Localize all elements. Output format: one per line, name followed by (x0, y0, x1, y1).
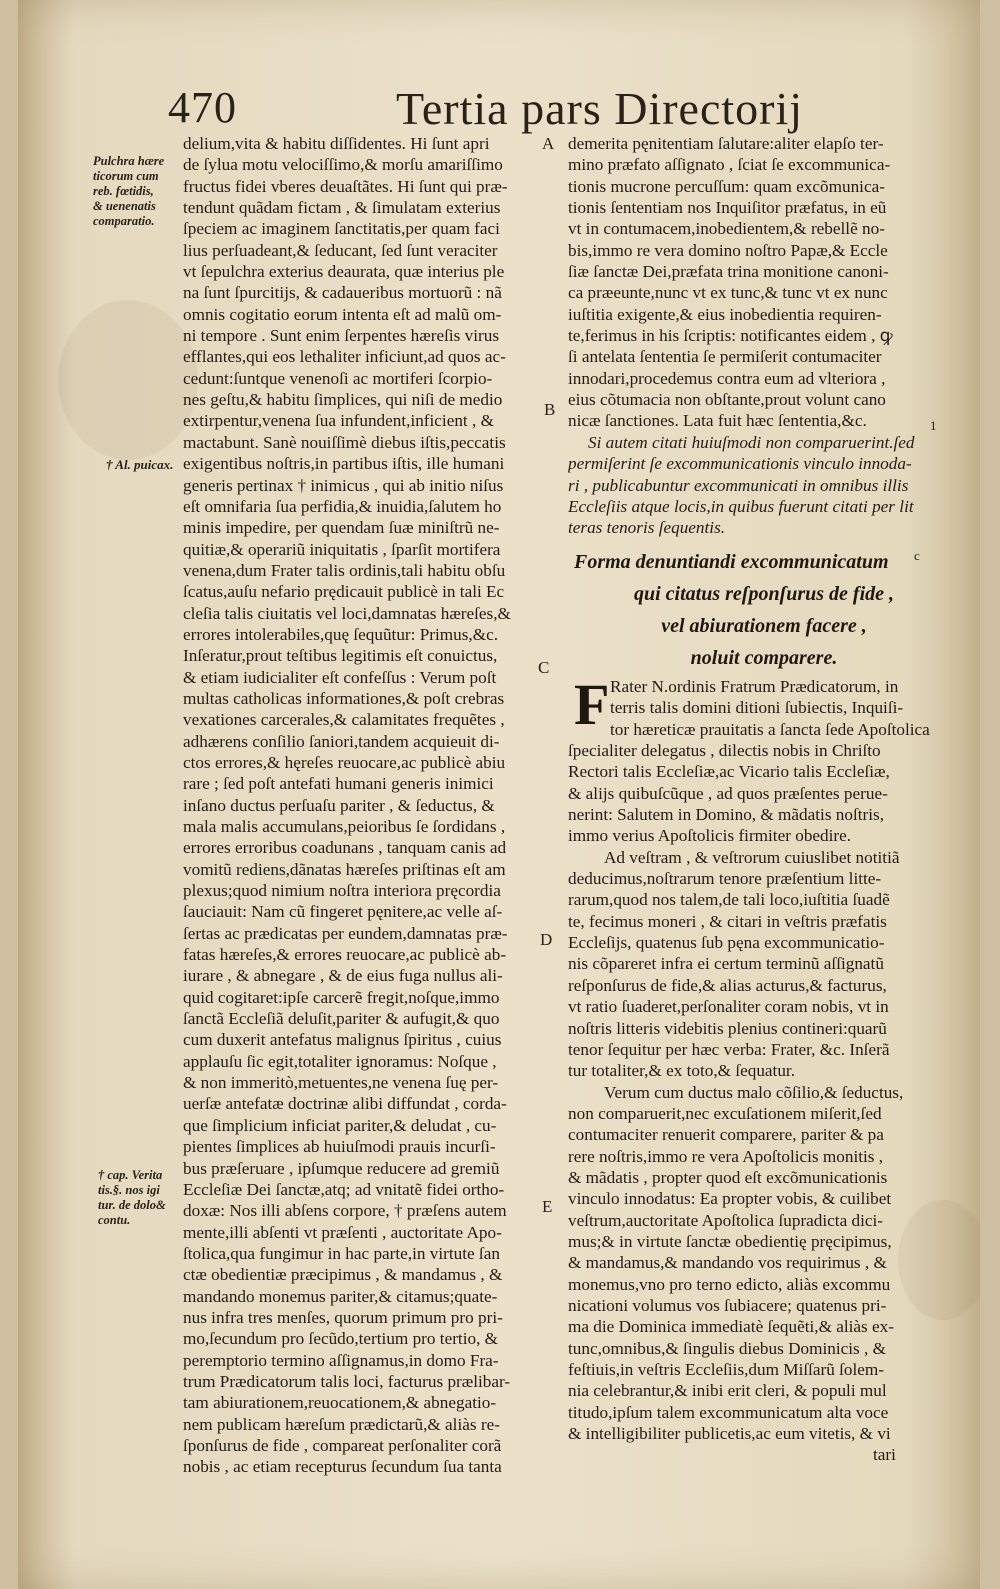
text-line: trum Prædicatorum talis loci, facturus prælibar- (183, 1371, 511, 1391)
text-line: veſtrum,auctoritate Apoſtolica ſupradicta dici- (568, 1210, 883, 1230)
text-line: vexationes carcerales,& calamitates frequẽtes , (183, 710, 505, 730)
text-line: Ad veſtram , & veſtrorum cuiuslibet notitiã (604, 847, 900, 867)
running-title: Tertia pars Directorij (396, 83, 804, 134)
text-line: demerita pęnitentiam ſalutare:aliter elapſo ter- (568, 134, 884, 153)
margin-marker: c (914, 548, 920, 563)
text-line: vt ſepulchra exterius deaurata, quæ interius ple (183, 262, 505, 282)
text-line: tunc,omnibus,& ſingulis diebus Dominicis , & (568, 1338, 886, 1358)
text-line: rare ; ſed poſt antefati humani generis inimici (183, 774, 494, 794)
text-line: monemus,vno pro terno edicto, aliàs excommu (568, 1274, 891, 1294)
section-letter: B (544, 400, 556, 419)
text-line: bis,immo re vera domino noſtro Papæ,& Eccle (568, 240, 888, 260)
text-line: ſpecialiter delegatus , dilectis nobis in Chriſto (568, 741, 881, 761)
text-line: & mandamus,& mandando vos requirimus , & (568, 1253, 887, 1273)
text-line: ma die Dominica immediatè ſequẽti,& aliàs ex- (568, 1317, 894, 1337)
text-line: Rater N.ordinis Fratrum Prædicatorum, in (610, 677, 899, 696)
text-line: errores intolerabiles,quę ſequũtur: Primus,&c. (183, 624, 499, 644)
text-line: doxæ: Nos illi abſens corpore, † præſens autem (183, 1201, 507, 1221)
page-number: 470 (168, 83, 237, 132)
section-letter: C (538, 658, 550, 677)
text-line: quid cogitaret:ipſe carcerẽ fregit,noſque,immo (183, 987, 500, 1007)
italic-note-line: Si autem citati huiuſmodi non comparuerint.ſed (588, 432, 915, 452)
right-column-top (568, 133, 958, 539)
text-line: mino præfato aſſignato , ſciat ſe excommunica- (568, 155, 891, 175)
margin-marker: 1 (930, 418, 937, 433)
text-line: fructus fidei vberes deuaſtãtes. Hi ſunt qui præ- (183, 176, 508, 196)
section-letter: D (540, 930, 553, 949)
italic-note-line: ri , publicabuntur excommunicati in omnibus illis (568, 475, 909, 495)
paper-stain (58, 300, 198, 460)
text-line: mala malis accumulans,peioribus ſe ſordidans , (183, 817, 506, 836)
text-line: tionis ſententiam nos Inquiſitor præfatus, in eũ (568, 198, 887, 218)
text-line: tendunt quãdam fictam , & ſimulatam exterius (183, 198, 501, 218)
text-line: na ſunt ſpurcitijs, & cadaueribus mortuorũ : nã (183, 283, 502, 303)
section-heading: Forma denuntiandi excommunicatum qui citatus reſponſurus de fide , vel abiurationem facere , noluit comparere. (574, 551, 895, 669)
text-line: venena,dum Frater talis ordinis,tali habitu obſu (183, 560, 506, 580)
text-line: eſt omnifaria ſua perfidia,& inuidia,ſalutem ho (183, 496, 502, 516)
margin-note: † cap. Verita tis.§. nos igi tur. de dolo& contu. (98, 1168, 166, 1227)
text-line: que ſimplicium inficiat pariter,& deludat , cu- (183, 1115, 497, 1135)
text-line: peremptorio termino aſſignamus,in domo Fra- (183, 1350, 499, 1370)
text-line: vt in contumacem,inobedientem,& rebellẽ no- (568, 219, 885, 239)
text-line: errores erroribus coadunans , tanquam canis ad (183, 838, 507, 858)
text-line: tor hæreticæ prauitatis a ſancta ſede Apoſtolica (610, 719, 930, 739)
text-line: nis cõpareret infra ei certum terminũ aſſignatũ (568, 954, 884, 974)
text-line: Rectori talis Eccleſiæ,ac Vicario talis Eccleſiæ, (568, 762, 890, 782)
text-line: generis pertinax † inimicus , qui ab initio niſus (183, 475, 504, 495)
text-line: inſano ductus perſuaſu pariter , & ſeductus, & (183, 795, 495, 815)
text-line: Eccleſiæ Dei ſanctæ,atq; ad vnitatẽ fidei ortho- (183, 1179, 505, 1199)
text-line: titudo,ipſum talem excommunicatum alta voce (568, 1402, 889, 1422)
text-line: nobis , ac etiam recepturus ſecundum ſua tanta (183, 1457, 502, 1477)
italic-note-line: teras tenoris ſequentis. (568, 518, 726, 538)
text-line: tur totaliter,& ex toto,& ſequatur. (568, 1061, 795, 1081)
text-line: vinculo innodatus: Ea propter vobis, & cuilibet (568, 1189, 892, 1209)
text-line: te,ferimus in his ſcriptis: notificantes eidem , ꝙ (568, 326, 893, 346)
text-line: nia celebrantur,& inibi erit cleri, & populi mul (568, 1381, 887, 1401)
text-line: tam abiurationem,reuocationem,& abnegatio- (183, 1393, 497, 1413)
section-letter: A (542, 134, 555, 153)
text-line: feſtiuis,in veſtris Eccleſiis,dum Miſſarũ ſolem- (568, 1360, 884, 1379)
text-line: ctos errores,& hęreſes reuocare,ac publicè abiu (183, 752, 506, 772)
text-line: innodari,procedemus contra eum ad vlteriora , (568, 368, 886, 388)
text-line: noſtris litteris videbitis plenius contineri:quarũ (568, 1018, 887, 1038)
text-line: & mãdatis , propter quod eſt excõmunicationis (568, 1167, 888, 1187)
text-line: nicæ ſanctiones. Lata fuit hæc ſententia,&c. (568, 411, 867, 431)
text-line: uerſæ antefatæ doctrinæ alibi diffundat , corda- (183, 1094, 507, 1114)
text-line: & etiam iudicialiter eſt confeſſus : Verum poſt (183, 667, 497, 687)
text-line: ſtolica,qua fungimur in hac parte,in virtute ſan (183, 1243, 500, 1263)
text-line: & intelligibiliter publicetis,ac eum vitetis, & vi (568, 1424, 891, 1444)
text-line: mactabunt. Sanè nouiſſimè diebus iſtis,peccatis (183, 432, 506, 452)
text-line: ſauciauit: Nam cũ fingeret pęnitere,ac velle aſ- (183, 902, 503, 922)
text-line: tionis mucrone percuſſum: quam excõmunica- (568, 176, 885, 196)
text-line: fatas hæreſes,& errores reuocare,ac publicè ab- (183, 945, 507, 965)
text-line: extirpentur,venena ſua infundent,inficient , & (183, 411, 494, 431)
text-line: immo verius Apoſtolicis firmiter obedire. (568, 826, 852, 846)
text-line: ſertas ac prædicatas per eundem,damnatas præ- (183, 923, 508, 943)
text-line: cedunt:ſuntque venenoſi ac mortiferi ſcorpio- (183, 368, 493, 388)
italic-note-line: Eccleſiis atque locis,in quibus fuerunt citati per lit (568, 496, 914, 516)
text-line: mus;& in virtute ſanctæ obedientię pręcipimus, (568, 1231, 892, 1251)
text-line: ca præeunte,nunc vt ex tunc,& tunc vt ex nunc (568, 283, 888, 303)
text-line: nerint: Salutem in Domino, & mãdatis noſtris, (568, 805, 885, 825)
book-page (18, 0, 980, 1589)
text-line: ſiæ ſanctæ Dei,præfata trina monitione canoni- (568, 262, 889, 282)
text-line: ctæ obedientiæ præcipimus , & mandamus , & (183, 1265, 503, 1285)
text-line: ſi antelata ſententia ſe permiſerit contumaciter (568, 347, 882, 367)
text-line: adhærens conſilio ſaniori,tandem acquieuit di- (183, 731, 500, 751)
text-line: terris talis domini ditioni ſubiectis, Inquiſi- (610, 698, 904, 718)
text-line: minis impedire, per quendam ſuæ miniſtrũ ne- (183, 518, 500, 538)
text-line: rere noſtris,immo re vera Apoſtolicis monitis , (568, 1146, 884, 1166)
text-line: tenor ſequitur per hæc verba: Frater, &c. Inſerã (568, 1039, 890, 1059)
text-line: nes geſtu,& habitu ſimplices, qui niſi de medio (183, 390, 503, 410)
text-line: applauſu ſic egit,totaliter ignoramus: Noſque , (183, 1051, 497, 1071)
text-line: non comparuerit,nec excuſationem miſerit,ſed (568, 1103, 882, 1123)
text-line: Verum cum ductus malo cõſilio,& ſeductus, (604, 1082, 904, 1102)
text-line: vt ratio ſuaderet,perſonaliter coram nobis, vt in (568, 997, 889, 1017)
text-line: eius cõtumacia non obſtante,prout volunt cano (568, 390, 886, 410)
text-line: multas catholicas informationes,& poſt crebras (183, 688, 505, 708)
text-line: mente,illi abſenti vt præſenti , auctoritate Apo- (183, 1222, 502, 1242)
text-line: nus infra tres menſes, quorum primum pro pri- (183, 1307, 503, 1327)
text-line: pientes ſimplices ab huiuſmodi prauis incurſi- (183, 1137, 496, 1157)
text-line: rarum,quod nos talem,de tali loco,iuſtitia ſuadẽ (568, 890, 890, 910)
text-line: nicationi volumus vos ſubiacere; quatenus pri- (568, 1295, 887, 1315)
text-line: quitiæ,& operariũ iniquitatis , ſparſit mortifera (183, 539, 501, 559)
left-column (183, 133, 558, 1478)
text-line: mo,ſecundum pro ſecũdo,tertium pro tertio, & (183, 1329, 499, 1349)
text-line: iurare , & abnegare , & de eius fuga nullus ali- (183, 966, 503, 986)
text-line: ſpeciem ac imaginem ſanctitatis,per quam faci (183, 219, 500, 239)
text-line: tari (873, 1445, 896, 1465)
drop-capital: F (574, 672, 610, 737)
text-line: reſponſurus de fide,& alias acturus,& facturus, (568, 975, 887, 995)
text-line: te, fecimus moneri , & citari in veſtris præfatis (568, 911, 887, 931)
text-line: ni tempore . Sunt enim ſerpentes hæreſis virus (183, 326, 500, 346)
italic-note-line: permiſerint ſe excommunicationis vinculo innoda- (568, 454, 912, 474)
margin-note: † Al. puicax. (106, 457, 174, 472)
text-line: lius perſuadeant,& ſeducant, ſed ſunt veraciter (183, 240, 498, 260)
text-line: exigentibus noſtris,in partibus iſtis, ille humani (183, 454, 505, 474)
text-line: iuſtitia exigente,& eius inobedientia requiren- (568, 304, 882, 324)
text-line: delium,vita & habitu diſſidentes. Hi ſunt apri (183, 134, 490, 153)
text-line: plexus;quod nimium noſtra interiora pręcordia (183, 881, 501, 901)
section-letter: E (542, 1197, 553, 1216)
text-line: omnis cogitatio eorum intenta eſt ad malũ om- (183, 304, 502, 324)
text-line: & non immeritò,metuentes,ne venena ſuę per- (183, 1073, 499, 1093)
text-line: cleſia talis ciuitatis vel loci,damnatas hæreſes,& (183, 603, 511, 623)
text-line: mandando monemus pariter,& citamus;quate- (183, 1286, 498, 1306)
text-line: ſponſurus de fide , compareat perſonaliter corã (183, 1435, 502, 1455)
text-line: cum duxerit antefatus malignus ſpiritus , cuius (183, 1030, 502, 1050)
text-line: ſcatus,auſu nefario prędicauit publicè in tali Ec (183, 582, 505, 602)
text-line: Inſeratur,prout teſtibus legitimis eſt conuictus, (183, 646, 498, 666)
text-line: Eccleſijs, quatenus ſub pęna excommunicatio- (568, 933, 885, 953)
text-line: & alijs quibuſcũque , ad quos præſentes perue- (568, 783, 888, 803)
text-line: de ſylua motu velociſſimo,& morſu amariſſimo (183, 155, 503, 175)
margin-note: Pulchra hære ticorum cum reb. fœtidis, & uenenatis comparatio. (93, 154, 165, 228)
text-line: bus præſeruare , ipſumque reducere ad gremiũ (183, 1158, 500, 1178)
text-line: nem publicam hæreſum prædictarũ,& aliàs re- (183, 1414, 500, 1434)
text-line: ſanctã Eccleſiã deluſit,pariter & aufugit,& quo (183, 1009, 500, 1029)
text-line: deducimus,noſtrarum tenore præſentium litte- (568, 869, 882, 889)
right-column-body (568, 672, 958, 1466)
text-line: vomitũ rediens,dãnatas hæreſes priſtinas eſt am (183, 859, 506, 879)
text-line: efflantes,qui eos lethaliter inficiunt,ad quos ac- (183, 347, 506, 367)
text-line: contumaciter renuerit comparere, pariter & pa (568, 1125, 884, 1145)
